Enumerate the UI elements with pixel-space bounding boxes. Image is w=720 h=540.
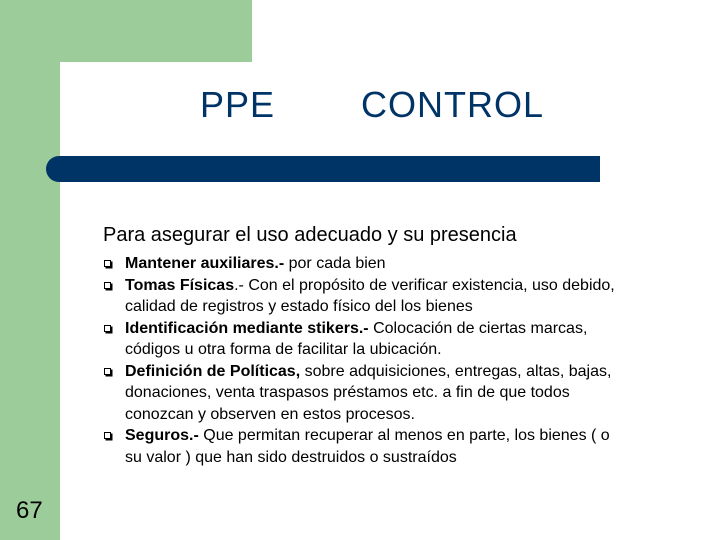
bullet-description: Que permitan recuperar al menos en parte, los bienes ( o su valor ) que han sido destruidos o sustraídos	[125, 427, 610, 466]
slide-title-ppe: PPE	[200, 84, 276, 125]
bullet-item-seguros	[104, 425, 624, 468]
section-heading: Para asegurar el uso adecuado y su presencia	[103, 224, 517, 246]
bullet-item-mantener-auxiliares	[104, 253, 624, 275]
bullet-description: .- Con el propósito de verificar existencia, uso debido, calidad de registros y estado físico del los bienes	[125, 276, 615, 315]
decorative-green-left-band	[0, 0, 60, 540]
bullet-description: Colocación de ciertas marcas, códigos u otra forma de facilitar la ubicación.	[125, 319, 588, 358]
bullet-term: Seguros.-	[125, 427, 199, 444]
bullet-description: por cada bien	[284, 255, 386, 272]
bullet-description: sobre adquisiciones, entregas, altas, bajas, donaciones, venta traspasos préstamos etc. a fin de que todos conozcan y observen en estos procesos.	[125, 362, 612, 423]
square-bullet-icon	[104, 368, 111, 375]
bullet-term: Identificación mediante stikers.-	[125, 319, 369, 337]
bullet-term: Mantener auxiliares.-	[125, 255, 285, 272]
bullet-list	[104, 253, 624, 468]
bullet-item-tomas-fisicas	[104, 275, 624, 318]
square-bullet-icon	[104, 432, 111, 439]
square-bullet-icon	[104, 260, 111, 267]
square-bullet-icon	[104, 282, 111, 289]
bullet-item-identificacion	[104, 318, 624, 361]
title-underline-bar	[46, 156, 600, 182]
bullet-term: Definición de Políticas,	[125, 362, 301, 380]
bullet-item-definicion-politicas	[104, 361, 624, 426]
slide-title-control: CONTROL	[361, 84, 545, 125]
page-number: 67	[16, 497, 43, 524]
square-bullet-icon	[104, 325, 111, 332]
bullet-term: Tomas Físicas	[125, 276, 235, 294]
